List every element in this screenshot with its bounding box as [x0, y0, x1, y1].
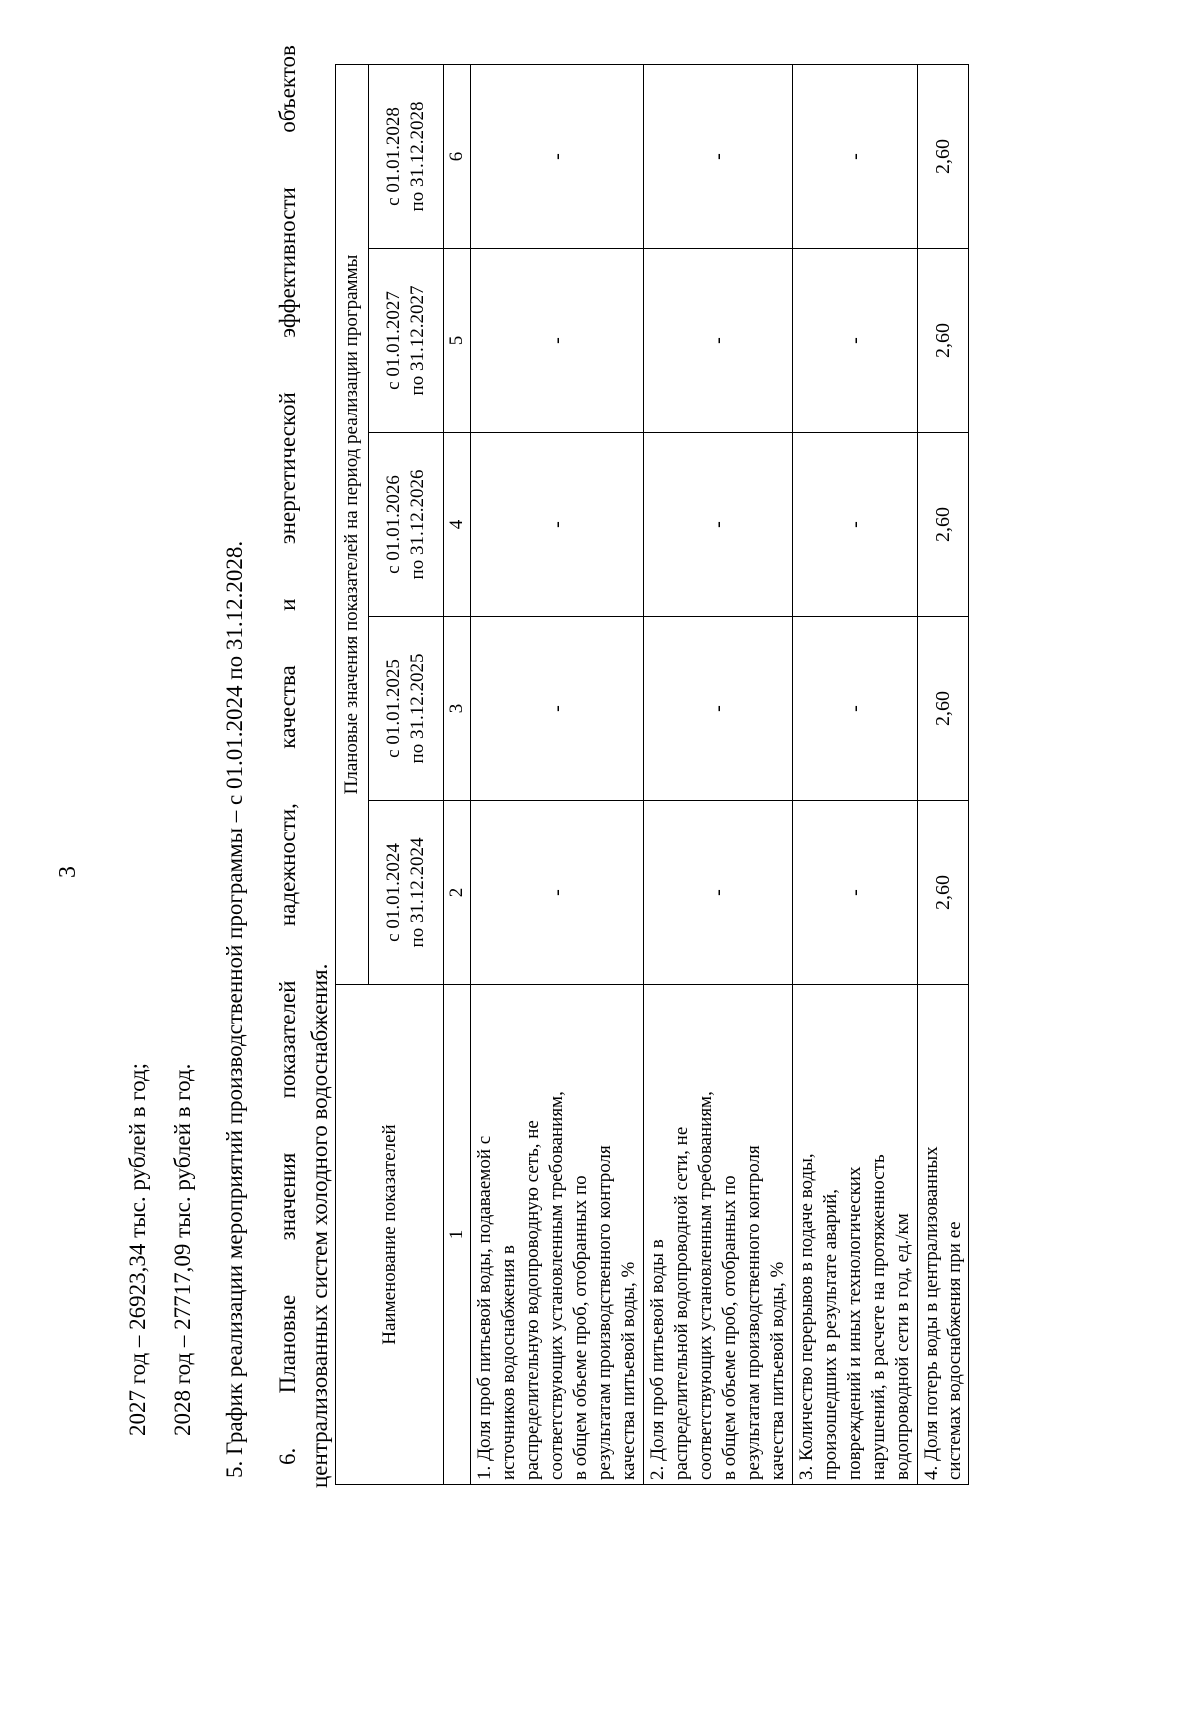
indicator-value: 2,60 — [918, 65, 969, 249]
indicator-name: 2. Доля проб питьевой воды в распределительной водопроводной сети, не соответствующих установленным требованиям, в общем объеме проб, отобранных по результатам производственного контроля качества питьевой воды, % — [644, 985, 793, 1485]
period-2026: с 01.01.2026 по 31.12.2026 — [369, 433, 444, 617]
indicator-value: - — [471, 433, 644, 617]
indicator-name: 1. Доля проб питьевой воды, подаваемой с источников водоснабжения в распределительную водопроводную сеть, не соответствующих установленным требованиям, в общем объеме проб, отобранных по результатам производственного контроля качества питьевой воды, % — [471, 985, 644, 1485]
name-column-header: Наименование показателей — [336, 985, 444, 1485]
indicator-value: - — [471, 65, 644, 249]
heading-word: объектов — [275, 45, 300, 133]
indicator-value: - — [793, 433, 918, 617]
heading-word: Плановые — [275, 1294, 300, 1394]
period-2024: с 01.01.2024 по 31.12.2024 — [369, 801, 444, 985]
indicator-value: - — [644, 801, 793, 985]
section-6-heading — [275, 45, 301, 1465]
indicator-value: - — [471, 617, 644, 801]
indicator-value: - — [644, 617, 793, 801]
heading-word: энергетической — [275, 392, 300, 545]
indicator-value: - — [793, 249, 918, 433]
indicator-value: - — [644, 249, 793, 433]
period-2027: с 01.01.2027 по 31.12.2027 — [369, 249, 444, 433]
period-2025: с 01.01.2025 по 31.12.2025 — [369, 617, 444, 801]
table-row — [644, 65, 793, 1485]
indicator-value: - — [793, 801, 918, 985]
indicator-value: - — [644, 433, 793, 617]
heading-word: показателей — [275, 980, 300, 1099]
heading-word: надежности, — [275, 803, 300, 927]
table-row — [471, 65, 644, 1485]
indicator-value: - — [471, 801, 644, 985]
indicator-name: 3. Количество перерывов в подаче воды, произошедших в результате аварий, повреждений и иных технологических нарушений, в расчете на протяженность водопроводной сети в год, ед./км — [793, 985, 918, 1485]
period-2028: с 01.01.2028 по 31.12.2028 — [369, 65, 444, 249]
budget-line-2027: 2027 год – 26923,34 тыс. рублей в год; — [125, 1062, 150, 1436]
indicator-name: 4. Доля потерь воды в централизованных системах водоснабжения при ее — [918, 985, 969, 1485]
indicator-value: 2,60 — [918, 801, 969, 985]
heading-word: эффективности — [275, 187, 300, 338]
section-6-heading-cont: централизованных систем холодного водоснабжения. — [307, 963, 332, 1488]
indicator-value: - — [793, 65, 918, 249]
table-row — [918, 65, 969, 1485]
column-number: 3 — [444, 617, 471, 801]
plan-values-header: Плановые значения показателей на период реализации программы — [336, 65, 369, 985]
indicator-value: 2,60 — [918, 249, 969, 433]
indicator-value: - — [793, 617, 918, 801]
section-5-schedule: 5. График реализации мероприятий производственной программы – с 01.01.2024 по 31.12.2028. — [222, 540, 247, 1478]
heading-word: 6. — [275, 1447, 300, 1465]
page-number: 3 — [55, 866, 81, 878]
indicators-table — [335, 64, 969, 1485]
column-number: 4 — [444, 433, 471, 617]
column-number: 6 — [444, 65, 471, 249]
heading-word: качества — [275, 665, 300, 749]
table-row — [793, 65, 918, 1485]
indicator-value: 2,60 — [918, 617, 969, 801]
indicator-value: 2,60 — [918, 433, 969, 617]
indicator-value: - — [471, 249, 644, 433]
heading-word: значения — [275, 1152, 300, 1241]
column-number: 1 — [444, 985, 471, 1485]
budget-line-2028: 2028 год – 27717,09 тыс. рублей в год. — [170, 1063, 195, 1436]
heading-word: и — [275, 598, 300, 611]
column-number: 2 — [444, 801, 471, 985]
column-number: 5 — [444, 249, 471, 433]
indicator-value: - — [644, 65, 793, 249]
